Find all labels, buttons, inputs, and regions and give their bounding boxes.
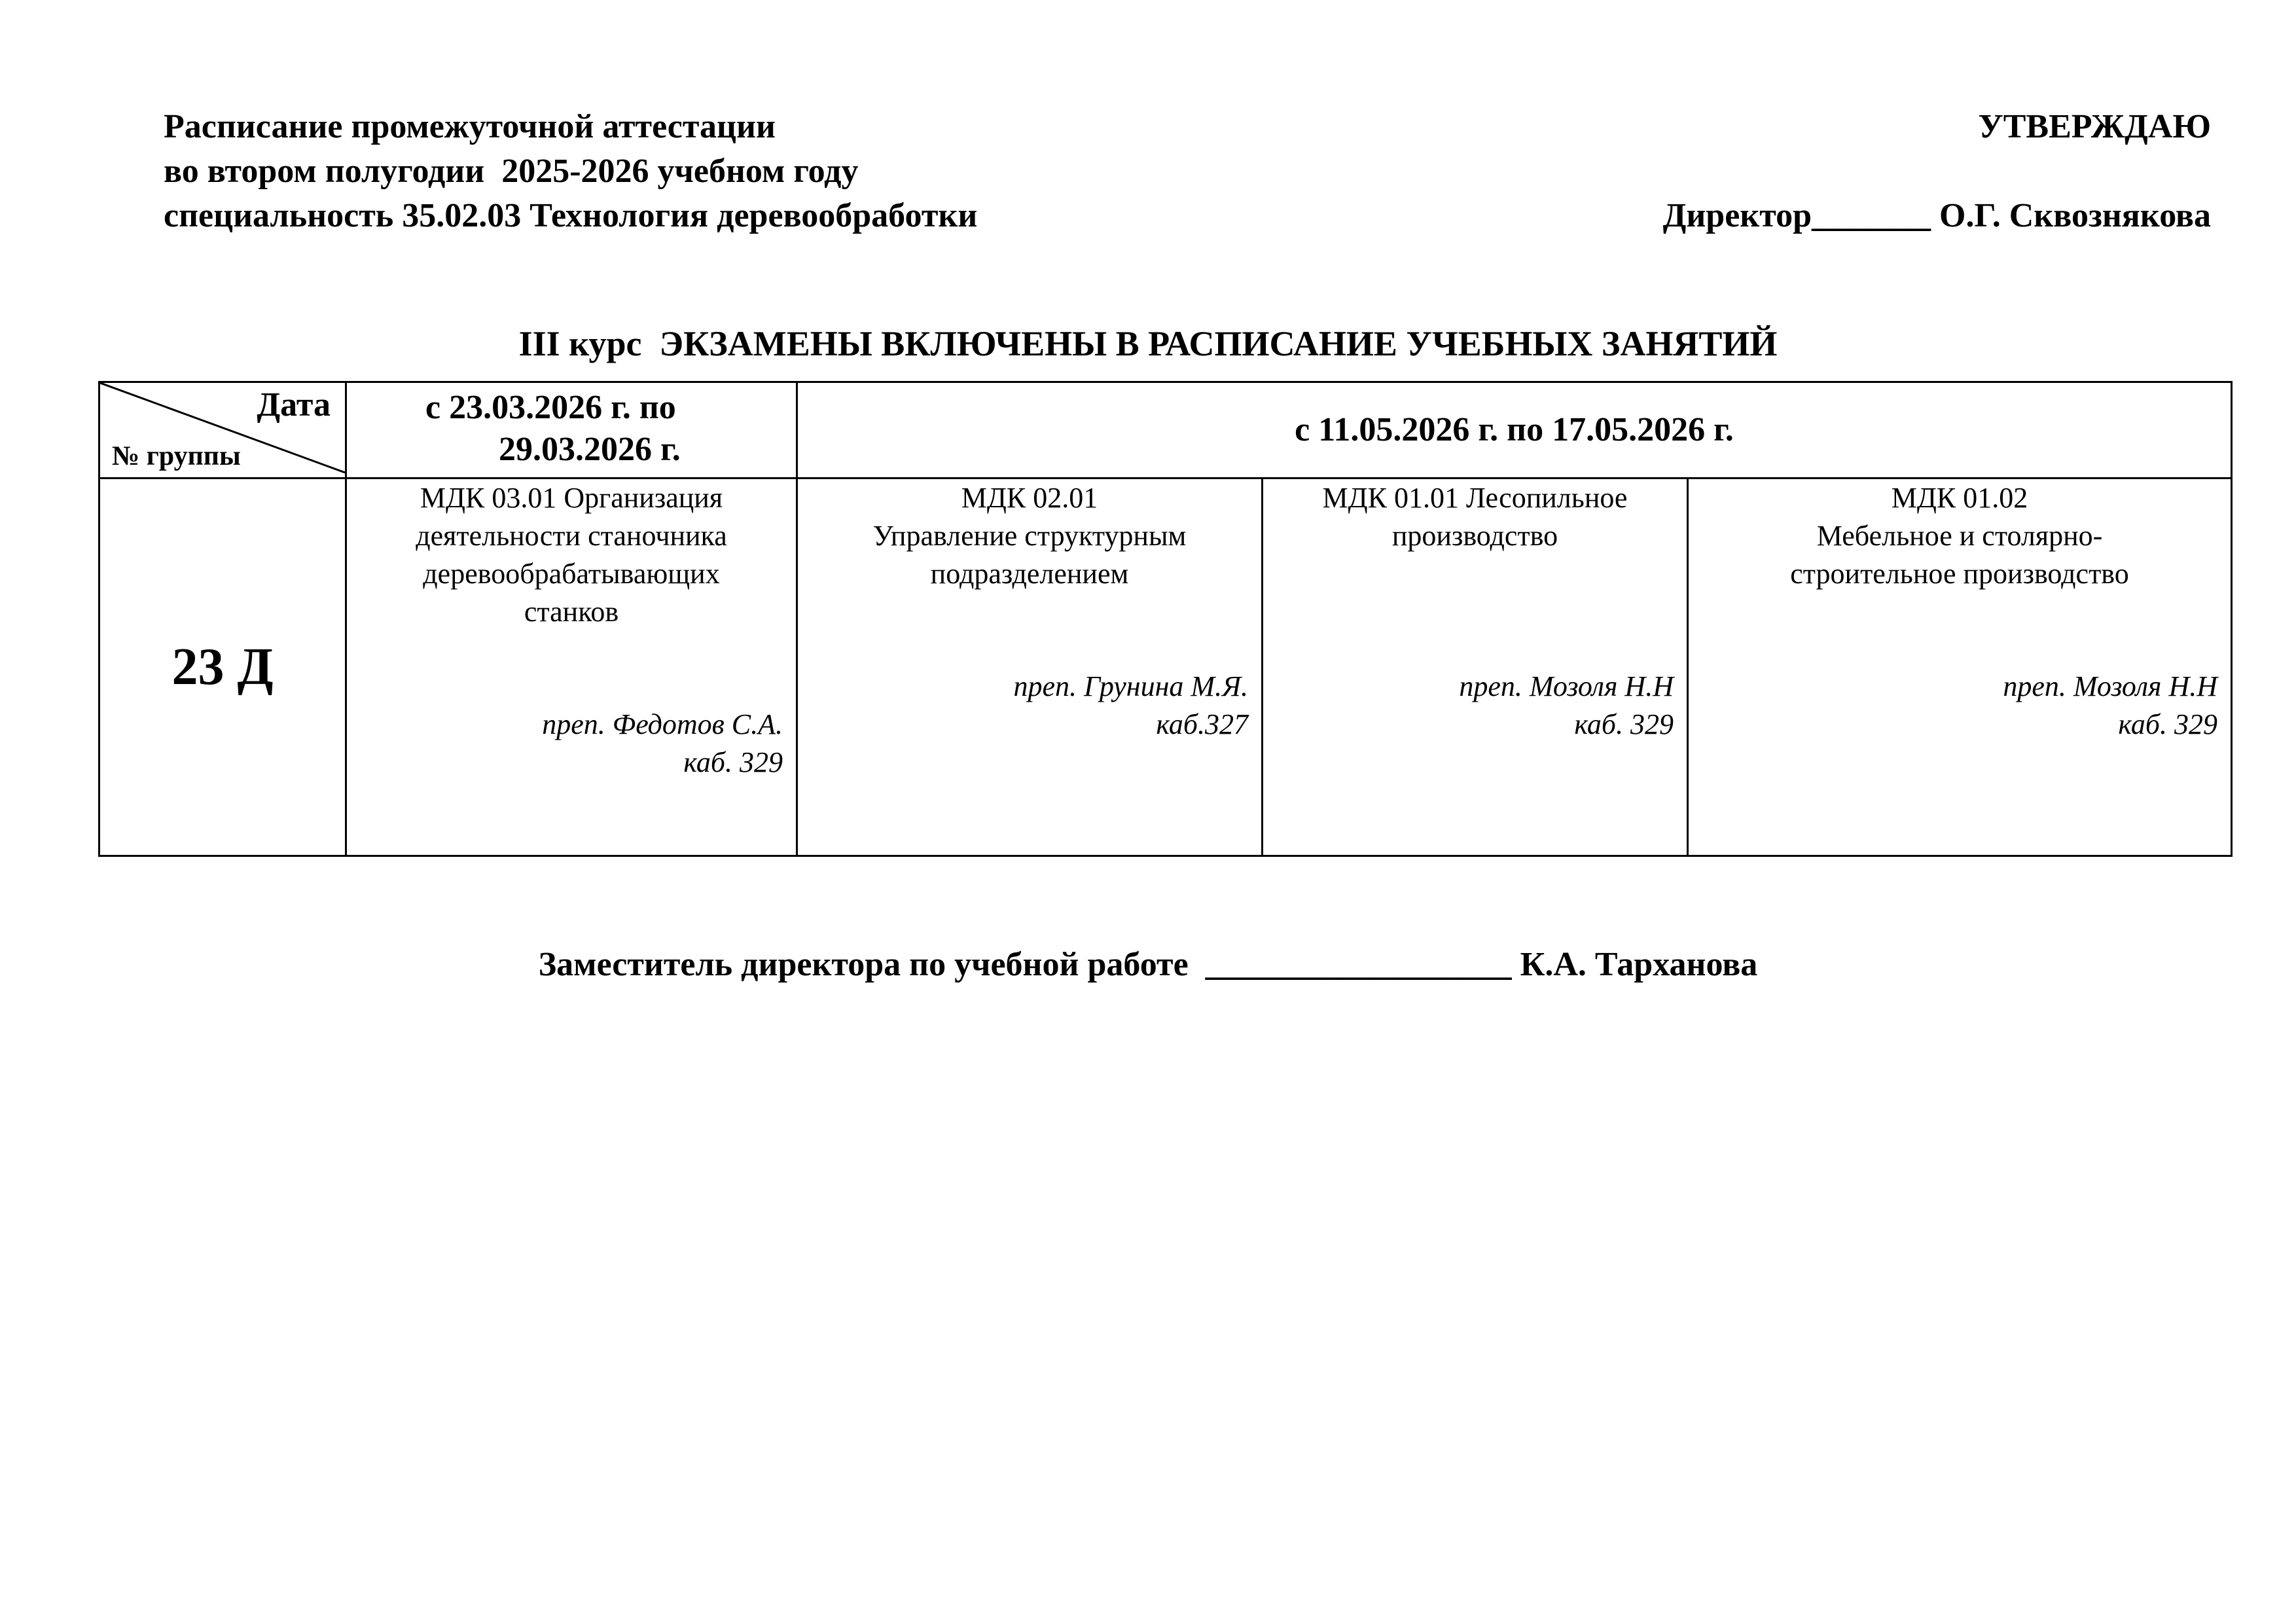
subject-line: Управление структурным [872,520,1187,552]
teacher-info [1013,668,1248,744]
heading-line-2: во втором полугодии 2025-2026 учебном году [164,153,859,190]
corner-cell [99,382,346,478]
subject-line: станков [524,596,619,628]
teacher-info [542,706,783,782]
subject-line: подразделением [930,558,1129,590]
schedule-heading [164,105,977,238]
corner-date-label: Дата [257,386,331,424]
subject-name [1689,479,2231,593]
room-number: каб. 329 [1574,708,1674,740]
subject-line: деревообрабатывающих [423,558,720,590]
exam-cell-2 [797,478,1263,856]
period-1-line-1: с 23.03.2026 г. по [425,389,676,426]
subject-line: деятельности станочника [416,520,727,552]
exam-cell-4 [1688,478,2232,856]
teacher-name: преп. Грунина М.Я. [1013,670,1248,702]
subject-name [347,479,796,631]
teacher-name: преп. Мозоля Н.Н [2003,670,2218,702]
subject-name [1263,479,1687,555]
teacher-info [2003,668,2217,744]
table-header-row [99,382,2232,478]
deputy-signature-line: Заместитель директора по учебной работе __________________ К.А. Тарханова [538,946,1758,983]
subject-line: производство [1391,520,1558,552]
subject-line: Мебельное и столярно- [1816,520,2103,552]
course-title: III курс ЭКЗАМЕНЫ ВКЛЮЧЕНЫ В РАСПИСАНИЕ УЧЕБНЫХ ЗАНЯТИЙ [518,324,1778,363]
exam-cell-1 [346,478,797,856]
heading-line-1: Расписание промежуточной аттестации [164,108,776,145]
room-number: каб. 329 [2118,708,2218,740]
room-number: каб. 329 [683,746,783,778]
subject-line: строительное производство [1790,558,2129,590]
table-row [99,478,2232,856]
teacher-name: преп. Мозоля Н.Н [1459,670,1674,702]
corner-group-label: № группы [112,441,241,471]
subject-name [798,479,1261,593]
period-2-header: с 11.05.2026 г. по 17.05.2026 г. [797,382,2232,478]
subject-line: МДК 01.02 [1891,482,2028,514]
heading-line-3: специальность 35.02.03 Технология деревообработки [164,197,978,234]
period-1-line-2: 29.03.2026 г. [499,431,681,468]
approve-label: УТВЕРЖДАЮ [1978,108,2211,145]
exam-cell-3 [1263,478,1688,856]
teacher-info [1459,668,1674,744]
room-number: каб.327 [1156,708,1248,740]
subject-line: МДК 03.01 Организация [420,482,723,514]
subject-line: МДК 02.01 [961,482,1098,514]
group-number: 23 Д [99,478,346,856]
director-signature-line: Директор_______ О.Г. Сквознякова [1662,197,2211,234]
teacher-name: преп. Федотов С.А. [542,708,783,740]
schedule-table [98,381,2233,857]
subject-line: МДК 01.01 Лесопильное [1322,482,1628,514]
period-1-header [346,382,797,478]
